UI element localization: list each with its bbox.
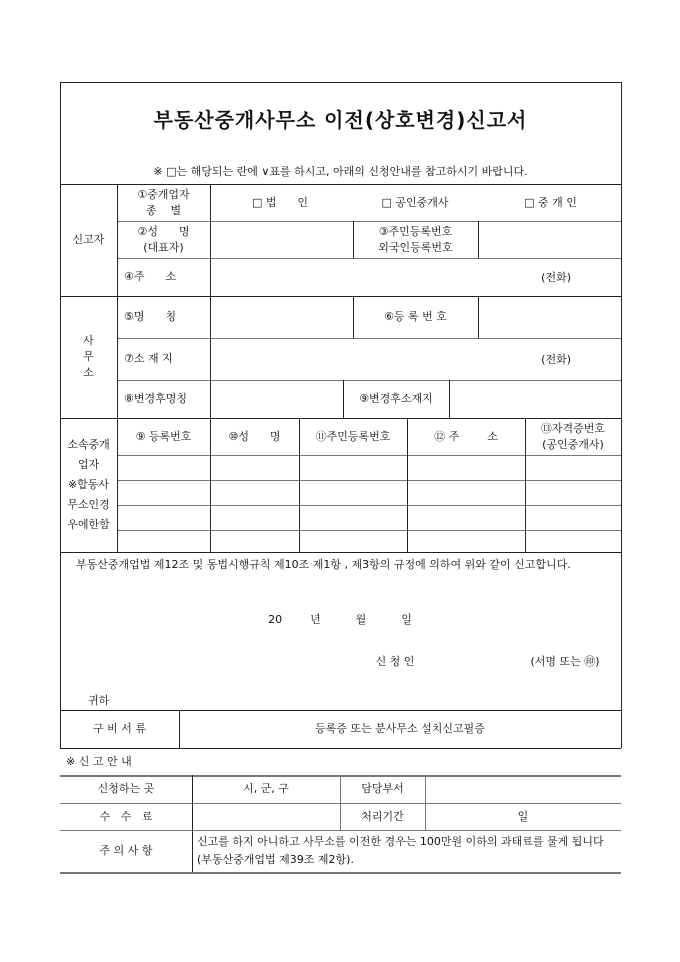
fee-label: 수 수 료 xyxy=(99,809,153,823)
address-field[interactable] xyxy=(211,259,571,296)
signature-field[interactable]: (서명 또는 ㊞) xyxy=(530,655,600,668)
office-section-label: 사 무 소 xyxy=(83,334,94,379)
broker-type-label xyxy=(117,184,210,221)
new-location-field[interactable] xyxy=(450,381,621,418)
name-label xyxy=(117,221,210,258)
option-corporation[interactable]: □ 법 인 xyxy=(251,195,309,209)
form-title: 부동산중개사무소 이전(상호변경)신고서 xyxy=(153,108,528,132)
location-field[interactable] xyxy=(211,339,571,380)
instruction-note: ※ □는 해당되는 란에 ∨표를 하시고, 아래의 신청안내를 참고하시기 바랍니다. xyxy=(153,165,528,178)
id-number-field[interactable] xyxy=(479,222,621,258)
documents-label: 구 비 서 류 xyxy=(93,722,146,735)
caution-label: 주 의 사 항 xyxy=(99,844,153,857)
member-header-license: ⑬자격증번호 (공인중개사) xyxy=(540,421,606,451)
caution-value: 신고를 하지 아니하고 사무소를 이전한 경우는 100만원 이하의 과태료를 물게 됩니다(부동산중개업법 제39조 제2항). xyxy=(197,835,604,866)
option-licensed-agent[interactable]: □ 공인중개사 xyxy=(381,195,449,209)
id-label-2: 외국인등록번호 xyxy=(378,240,453,254)
new-name-label: ⑧변경후명칭 xyxy=(124,392,187,405)
period-value: 일 xyxy=(517,809,529,823)
office-name-label: ⑤명 칭 xyxy=(124,310,177,323)
name-label-1: ②성 명 xyxy=(137,224,190,238)
name-label-2: (대표자) xyxy=(143,240,184,254)
id-number-label xyxy=(353,221,478,258)
member-header-id: ⑪주민등록번호 xyxy=(315,429,391,443)
where-label: 신청하는 곳 xyxy=(97,782,155,795)
location-phone-label: (전화) xyxy=(541,352,571,366)
registration-number-field[interactable] xyxy=(479,297,621,338)
reporter-section-label: 신고자 xyxy=(72,233,105,246)
new-name-field[interactable] xyxy=(211,381,343,418)
applicant-label: 신 청 인 xyxy=(375,655,415,668)
period-label: 처리기간 xyxy=(361,809,404,823)
option-broker[interactable]: □ 중 개 인 xyxy=(524,195,577,209)
where-value: 시, 군, 구 xyxy=(243,782,289,795)
dept-label: 담당부서 xyxy=(361,782,404,795)
new-location-label: ⑨변경후소재지 xyxy=(359,392,433,405)
office-name-field[interactable] xyxy=(211,297,353,338)
address-phone-label: (전화) xyxy=(541,270,571,284)
recipient-label: 귀하 xyxy=(88,694,110,707)
name-field[interactable] xyxy=(211,222,353,258)
registration-number-label: ⑥등 록 번 호 xyxy=(384,310,447,323)
id-label-1: ③주민등록번호 xyxy=(378,224,453,238)
address-label: ④주 소 xyxy=(124,270,177,283)
member-header-name: ⑩성 명 xyxy=(228,429,281,443)
member-header-reg: ⑨ 등록번호 xyxy=(135,429,192,443)
guide-heading: ※ 신 고 안 내 xyxy=(66,755,132,768)
broker-type-label-2: 종 별 xyxy=(145,203,182,217)
member-header-address: ⑫ 주 소 xyxy=(434,429,498,443)
broker-type-label-1: ①중개업자 xyxy=(137,187,190,201)
location-label: ⑦소 재 지 xyxy=(124,352,173,365)
documents-value: 등록증 또는 분사무소 설치신고필증 xyxy=(315,722,485,735)
members-section-label: 소속중개 업자 ※합동사 무소인경 우에한함 xyxy=(67,438,110,531)
date-line: 20 년 월 일 xyxy=(268,613,412,626)
declaration-text: 부동산중개업법 제12조 및 동법시행규칙 제10조 제1항 , 제3항의 규정에 의하여 위와 같이 신고합니다. xyxy=(76,558,571,571)
